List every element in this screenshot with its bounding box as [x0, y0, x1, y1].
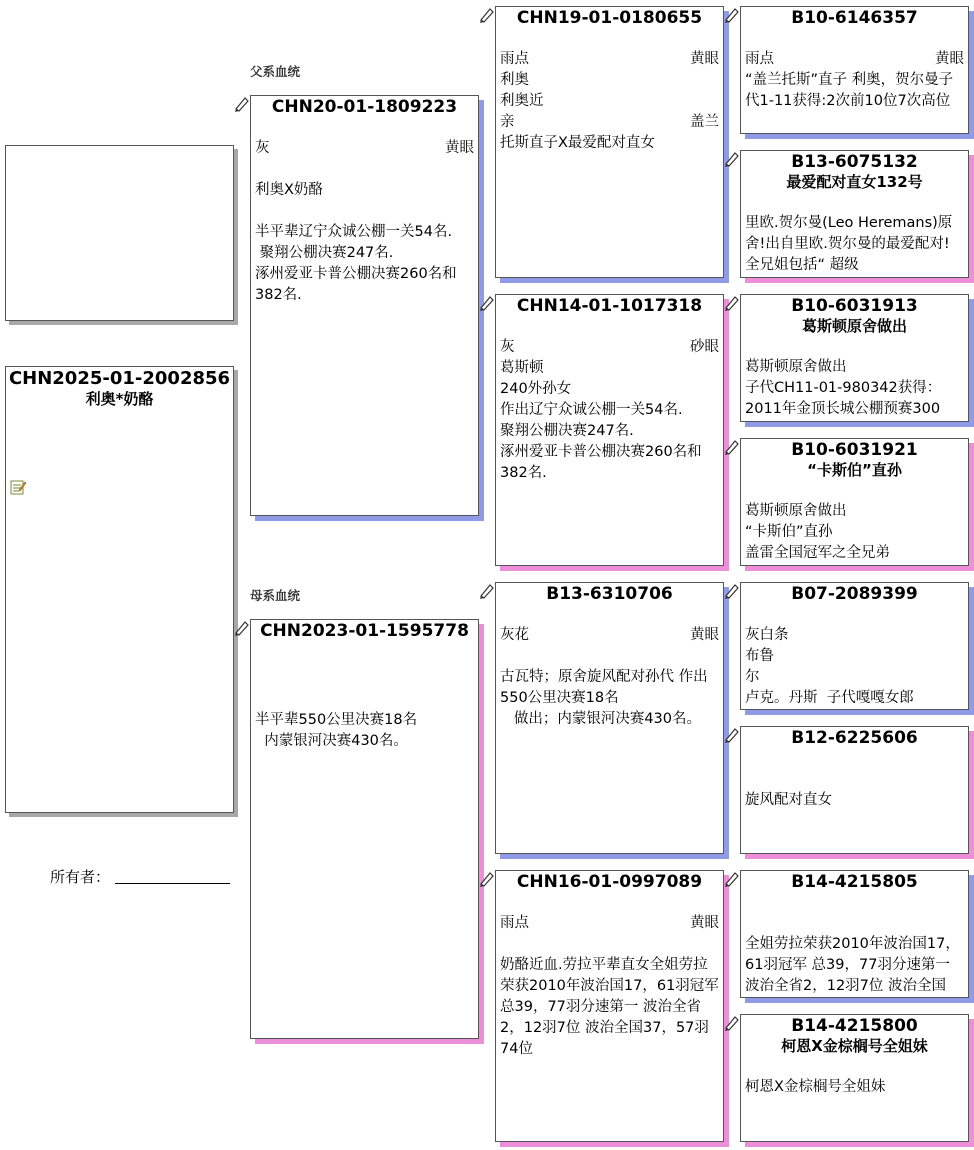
ddd-box[interactable] — [740, 1014, 969, 1142]
subject-name: 利奥*奶酪 — [85, 390, 154, 408]
sire-line-label: 父系血统 — [250, 64, 301, 79]
dam-dam-box[interactable] — [495, 870, 724, 1142]
sire-sire-row2-right: 盖兰 — [690, 114, 719, 130]
sire-dam-notes: 葛斯顿 240外孙女 作出辽宁众诚公棚一关54名. 聚翔公棚决赛247名. 涿州爱亚卡普公棚决赛260名和382名. — [500, 360, 702, 481]
dam-sire-notes: 古瓦特；原舍旋风配对孙代 作出550公里决赛18名 做出；内蒙银河决赛430名。 — [500, 669, 708, 727]
edit-pencil-icon[interactable] — [478, 582, 496, 600]
sdd-ring: B10-6031921 — [791, 440, 918, 460]
sdd-name: “卡斯伯”直孙 — [807, 461, 902, 479]
dam-dam-color: 雨点 — [500, 915, 529, 931]
sds-box[interactable] — [740, 294, 969, 422]
sire-ring: CHN20-01-1809223 — [271, 97, 458, 117]
sire-sire-ring: CHN19-01-0180655 — [516, 8, 703, 28]
sire-color-row — [251, 138, 478, 159]
dsd-box[interactable] — [740, 726, 969, 854]
sire-sire-row2-left: 亲 — [500, 114, 515, 130]
sire-sire-color: 雨点 — [500, 51, 529, 67]
edit-pencil-icon[interactable] — [723, 1014, 741, 1032]
dam-sire-eye: 黄眼 — [690, 627, 719, 643]
sdd-notes: 葛斯顿原舍做出 “卡斯伯”直孙 盖雷全国冠军之全兄弟 — [745, 503, 890, 561]
sire-dam-eye: 砂眼 — [690, 339, 719, 355]
dam-dam-ring: CHN16-01-0997089 — [516, 872, 703, 892]
ssd-notes: 里欧.贺尔曼(Leo Heremans)原舍!出自里欧.贺尔曼的最爱配对!全兄姐包括“ 超级 — [745, 215, 953, 273]
owner-label: 所有者： — [50, 868, 111, 886]
sds-name: 葛斯顿原舍做出 — [801, 317, 907, 335]
dss-notes: 灰白条 布鲁 尔 卢克。丹斯 子代嘎嘎女郎 — [745, 627, 914, 706]
dds-notes: 全姐劳拉荣获2010年波治国17，61羽冠军 总39，77羽分速第一 波治全省2，12羽7位 波治全国 — [745, 936, 960, 994]
ssd-ring: B13-6075132 — [791, 152, 918, 172]
sss-notes: “盖兰托斯”直子 利奥，贺尔曼子代1-11获得:2次前10位7次高位 — [745, 72, 954, 109]
sire-sire-notes2: 托斯直子X最爱配对直女 — [500, 135, 655, 151]
sire-sire-row2 — [496, 112, 723, 133]
sire-sire-color-row — [496, 49, 723, 70]
ddd-ring: B14-4215800 — [791, 1016, 918, 1036]
edit-pencil-icon[interactable] — [478, 294, 496, 312]
sds-notes: 葛斯顿原舍做出 子代CH11-01-980342获得：2011年金顶长城公棚预赛300 — [745, 359, 942, 417]
ssd-box[interactable] — [740, 150, 969, 278]
sss-box[interactable] — [740, 6, 969, 134]
ddd-notes: 柯恩X金棕榈号全姐妹 — [745, 1079, 886, 1095]
sire-color: 灰 — [255, 140, 270, 156]
edit-pencil-icon[interactable] — [723, 6, 741, 24]
dds-box[interactable] — [740, 870, 969, 998]
edit-pencil-icon[interactable] — [723, 870, 741, 888]
subject-ring: CHN2025-01-2002856 — [8, 368, 231, 389]
dam-dam-eye: 黄眼 — [690, 915, 719, 931]
sdd-box[interactable] — [740, 438, 969, 566]
dam-sire-color: 灰花 — [500, 627, 529, 643]
dam-sire-box[interactable] — [495, 582, 724, 854]
ssd-name: 最爱配对直女132号 — [786, 173, 923, 191]
dam-notes: 半平辈550公里决赛18名 内蒙银河决赛430名。 — [255, 712, 418, 749]
sire-dam-box[interactable] — [495, 294, 724, 566]
edit-pencil-icon[interactable] — [723, 438, 741, 456]
dam-dam-notes: 奶酪近血.劳拉平辈直女全姐劳拉荣获2010年波治国17，61羽冠军 总39，77羽分速第一 波治全省2，12羽7位 波治全国37，57羽74位 — [500, 957, 723, 1057]
dam-ring: CHN2023-01-1595778 — [260, 621, 469, 641]
sire-sire-eye: 黄眼 — [690, 51, 719, 67]
dam-sire-color-row — [496, 625, 723, 646]
sire-sire-notes: 利奥 利奥近 — [500, 72, 544, 109]
edit-pencil-icon[interactable] — [723, 150, 741, 168]
edit-pencil-icon[interactable] — [723, 582, 741, 600]
subject-box[interactable] — [5, 366, 234, 813]
dam-dam-color-row — [496, 913, 723, 934]
owner-field[interactable] — [115, 883, 230, 884]
sds-ring: B10-6031913 — [791, 296, 918, 316]
sire-box[interactable] — [250, 95, 479, 516]
ddd-name: 柯恩X金棕榈号全姐妹 — [781, 1037, 928, 1055]
notes-icon[interactable] — [10, 479, 26, 495]
dam-box[interactable] — [250, 619, 479, 1039]
edit-pencil-icon[interactable] — [723, 294, 741, 312]
sss-ring: B10-6146357 — [791, 8, 918, 28]
edit-pencil-icon[interactable] — [478, 870, 496, 888]
dam-sire-ring: B13-6310706 — [546, 584, 673, 604]
edit-pencil-icon[interactable] — [723, 726, 741, 744]
sire-sire-box[interactable] — [495, 6, 724, 278]
edit-pencil-icon[interactable] — [233, 95, 251, 113]
edit-pencil-icon[interactable] — [233, 619, 251, 637]
sss-color-row — [741, 49, 968, 70]
dam-line-label: 母系血统 — [250, 588, 301, 603]
sire-notes: 利奥X奶酪 半平辈辽宁众诚公棚一关54名. 聚翔公棚决赛247名. 涿州爱亚卡普公棚决赛260名和382名. — [255, 182, 457, 303]
sss-color: 雨点 — [745, 51, 774, 67]
photo-box — [5, 145, 234, 321]
sire-eye: 黄眼 — [445, 140, 474, 156]
dds-ring: B14-4215805 — [791, 872, 918, 892]
dss-ring: B07-2089399 — [791, 584, 918, 604]
sss-eye: 黄眼 — [935, 51, 964, 67]
edit-pencil-icon[interactable] — [478, 6, 496, 24]
sire-dam-color: 灰 — [500, 339, 515, 355]
dsd-ring: B12-6225606 — [791, 728, 918, 748]
dss-box[interactable] — [740, 582, 969, 710]
sire-dam-color-row — [496, 337, 723, 358]
dsd-notes: 旋风配对直女 — [745, 792, 832, 808]
sire-dam-ring: CHN14-01-1017318 — [516, 296, 703, 316]
